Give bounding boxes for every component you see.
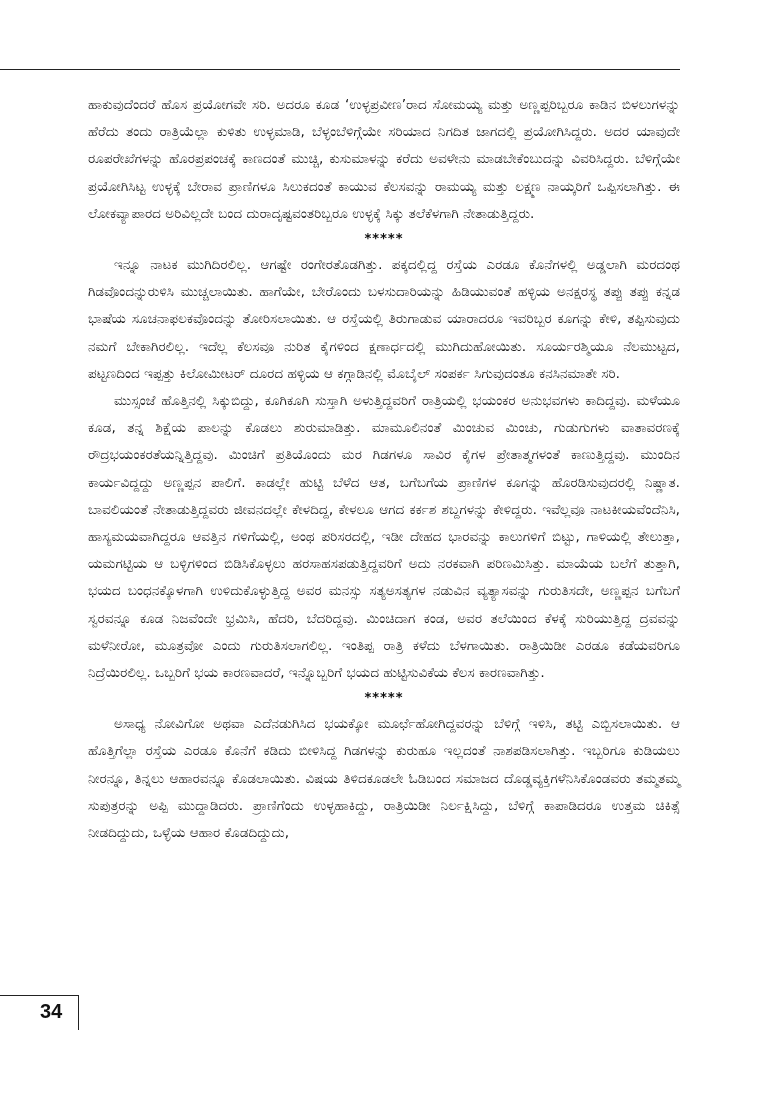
footer-rule xyxy=(0,995,78,996)
paragraph-2: ಇನ್ನೂ ನಾಟಕ ಮುಗಿದಿರಲಿಲ್ಲ. ಆಗಷ್ಟೇ ರಂಗೇರತೊಡಗಿತ್ತು. ಪಕ್ಕದಲ್ಲಿದ್ದ ರಸ್ತೆಯ ಎರಡೂ ಕೊನೆಗಳಲ್ಲಿ ಅಡ್ಡಲಾಗಿ ಮರದಂಥ ಗಿಡವೊಂದನ್ನುರುಳಿಸಿ ಮುಚ್ಚಲಾಯಿತು. ಹಾಗೆಯೇ, ಬೇರೊಂದು ಬಳಸುದಾರಿಯನ್ನು ಹಿಡಿಯುವಂತೆ ಹಳ್ಳಿಯ ಅನಕ್ಷರಸ್ಥ ತಪ್ಪು ತಪ್ಪು ಕನ್ನಡ ಭಾಷೆಯ ಸೂಚನಾಫಲಕವೊಂದನ್ನು ತೋರಿಸಲಾಯಿತು. ಆ ರಸ್ತೆಯಲ್ಲಿ ತಿರುಗಾಡುವ ಯಾರಾದರೂ ಇವರಿಬ್ಬರ ಕೂಗನ್ನು ಕೇಳಿ, ತಪ್ಪಿಸುವುದು ನಮಗೆ ಬೇಕಾಗಿರಲಿಲ್ಲ. ಇದೆಲ್ಲ ಕೆಲಸವೂ ನುರಿತ ಕೈಗಳಿಂದ ಕ್ಷಣಾರ್ಧದಲ್ಲಿ ಮುಗಿದುಹೋಯಿತು. ಸೂರ್ಯರಶ್ಮಿಯೂ ನೆಲಮುಟ್ಟದ, ಪಟ್ಟಣದಿಂದ ಇಪ್ಪತ್ತು ಕಿಲೋಮೀಟರ್ ದೂರದ ಹಳ್ಳಿಯ ಆ ಕಗ್ಗಾಡಿನಲ್ಲಿ ಮೊಬೈಲ್ ಸಂಪರ್ಕ ಸಿಗುವುದಂತೂ ಕನಸಿನಮಾತೇ ಸರಿ. xyxy=(88,257,680,382)
page-number: 34 xyxy=(40,1001,63,1023)
page-body xyxy=(88,92,680,847)
footer-divider xyxy=(78,995,79,1030)
paragraph-1: ಹಾಕುವುದೆಂದರೆ ಹೊಸ ಪ್ರಯೋಗವೇ ಸರಿ. ಅದರೂ ಕೂಡ ‘ಉಳ್ಳಪ್ರವೀಣ’ರಾದ ಸೋಮಯ್ಯ ಮತ್ತು ಅಣ್ಣಪ್ಪರಿಬ್ಬರೂ ಕಾಡಿನ ಬಿಳಲುಗಳನ್ನು ಹೆರೆದು ತಂದು ರಾತ್ರಿಯೆಲ್ಲಾ ಕುಳಿತು ಉಳ್ಳಮಾಡಿ, ಬೆಳ್ಳಂಬೆಳಿಗ್ಗೆಯೇ ಸರಿಯಾದ ನಿಗದಿತ ಜಾಗದಲ್ಲಿ ಪ್ರಯೋಗಿಸಿದ್ದರು. ಅದರ ಯಾವುದೇ ರೂಪರೇಖೆಗಳನ್ನು ಹೊರಪ್ರಪಂಚಕ್ಕೆ ಕಾಣದಂತೆ ಮುಚ್ಚಿ, ಕುಸುಮಾಳನ್ನು ಕರೆದು ಅವಳೇನು ಮಾಡಬೇಕೆಂಬುದನ್ನು ವಿವರಿಸಿದ್ದರು. ಬೆಳಿಗ್ಗೆಯೇ ಪ್ರಯೋಗಿಸಿಟ್ಟ ಉಳ್ಳಕ್ಕೆ ಬೇರಾವ ಪ್ರಾಣಿಗಳೂ ಸಿಲುಕದಂತೆ ಕಾಯುವ ಕೆಲಸವನ್ನು ರಾಮಯ್ಯ ಮತ್ತು ಲಕ್ಷ್ಮಣ ನಾಯ್ಕರಿಗೆ ಒಪ್ಪಿಸಲಾಗಿತ್ತು. ಈ ಲೋಕವ್ಯಾಪಾರದ ಅರಿವಿಲ್ಲದೇ ಬಂದ ದುರಾದೃಷ್ಟವಂತರಿಬ್ಬರೂ ಉಳ್ಳಕ್ಕೆ ಸಿಕ್ಕು ತಲೆಕೆಳಗಾಗಿ ನೇತಾಡುತ್ತಿದ್ದರು. xyxy=(88,97,680,222)
top-rule xyxy=(0,69,680,70)
section-separator-2: ***** xyxy=(364,691,404,707)
paragraph-3: ಮುಸ್ಸಂಜೆ ಹೊತ್ತಿನಲ್ಲಿ ಸಿಕ್ಕುಬಿದ್ದು, ಕೂಗಿಕೂಗಿ ಸುಸ್ತಾಗಿ ಅಳುತ್ತಿದ್ದವರಿಗೆ ರಾತ್ರಿಯಲ್ಲಿ ಭಯಂಕರ ಅನುಭವಗಳು ಕಾದಿದ್ದವು. ಮಳೆಯೂ ಕೂಡ, ತನ್ನ ಶಿಕ್ಷೆಯ ಪಾಲನ್ನು ಕೊಡಲು ಶುರುಮಾಡಿತ್ತು. ಮಾಮೂಲಿನಂತೆ ಮಿಂಚುವ ಮಿಂಚು, ಗುಡುಗುಗಳು ವಾತಾವರಣಕ್ಕೆ ರೌದ್ರಭಯಂಕರತೆಯನ್ನಿತ್ತಿದ್ದವು. ಮಿಂಚಿಗೆ ಪ್ರತಿಯೊಂದು ಮರ ಗಿಡಗಳೂ ಸಾವಿರ ಕೈಗಳ ಪ್ರೇತಾತ್ಮಗಳಂತೆ ಕಾಣುತ್ತಿದ್ದವು. ಮುಂದಿನ ಕಾರ್ಯವಿದ್ದದ್ದು ಅಣ್ಣಪ್ಪನ ಪಾಲಿಗೆ. ಕಾಡಲ್ಲೇ ಹುಟ್ಟಿ ಬೆಳೆದ ಆತ, ಬಗೆಬಗೆಯ ಪ್ರಾಣಿಗಳ ಕೂಗನ್ನು ಹೊರಡಿಸುವುದರಲ್ಲಿ ನಿಷ್ಣಾತ. ಬಾವಲಿಯಂತೆ ನೇತಾಡುತ್ತಿದ್ದವರು ಜೀವನದಲ್ಲೇ ಕೇಳದಿದ್ದ, ಕೇಳಲೂ ಆಗದ ಕರ್ಕಶ ಶಬ್ದಗಳನ್ನು ಕೇಳಿದ್ದರು. ಇವೆಲ್ಲವೂ ನಾಟಕೀಯವೆಂದೆನಿಸಿ, ಹಾಸ್ಯಮಯವಾಗಿದ್ದರೂ ಆವತ್ತಿನ ಗಳಿಗೆಯಲ್ಲಿ, ಅಂಥ ಪರಿಸರದಲ್ಲಿ, ಇಡೀ ದೇಹದ ಭಾರವನ್ನು ಕಾಲುಗಳಿಗೆ ಬಿಟ್ಟು, ಗಾಳಿಯಲ್ಲಿ ತೇಲುತ್ತಾ, ಯಮಗಟ್ಟಿಯ ಆ ಬಳ್ಳಿಗಳಿಂದ ಬಿಡಿಸಿಕೊಳ್ಳಲು ಹರಸಾಹಸಪಡುತ್ತಿದ್ದವರಿಗೆ ಅದು ನರಕವಾಗಿ ಪರಿಣಮಿಸಿತ್ತು. ಮಾಯೆಯ ಬಲೆಗೆ ತುತ್ತಾಗಿ, ಭಯದ ಬಂಧನಕ್ಕೊಳಗಾಗಿ ಉಳಿದುಕೊಳ್ಳುತ್ತಿದ್ದ ಅವರ ಮನಸ್ಸು ಸತ್ಯಅಸತ್ಯಗಳ ನಡುವಿನ ವ್ಯತ್ಯಾಸವನ್ನು ಗುರುತಿಸದೇ, ಅಣ್ಣಪ್ಪನ ಬಗೆಬಗೆ ಸ್ವರವನ್ನೂ ಕೂಡ ನಿಜವೆಂದೇ ಭ್ರಮಿಸಿ, ಹೆದರಿ, ಬೆದರಿದ್ದವು. ಮಿಂಚಿದಾಗ ಕಂಡ, ಅವರ ತಲೆಯಿಂದ ಕೆಳಕ್ಕೆ ಸುರಿಯುತ್ತಿದ್ದ ದ್ರವವನ್ನು ಮಳೆನೀರೋ, ಮೂತ್ರವೋ ಎಂದು ಗುರುತಿಸಲಾಗಲಿಲ್ಲ. ಇಂತಿಪ್ಪ ರಾತ್ರಿ ಕಳೆದು ಬೆಳಗಾಯಿತು. ರಾತ್ರಿಯಿಡೀ ಎರಡೂ ಕಡೆಯವರಿಗೂ ನಿದ್ರೆಯಿರಲಿಲ್ಲ. ಒಬ್ಬರಿಗೆ ಭಯ ಕಾರಣವಾದರೆ, ಇನ್ನೊಬ್ಬರಿಗೆ ಭಯದ ಹುಟ್ಟಿಸುವಿಕೆಯ ಕೆಲಸ ಕಾರಣವಾಗಿತ್ತು. xyxy=(88,393,680,682)
paragraph-4: ಅಸಾಧ್ಯ ನೋವಿಗೋ ಅಥವಾ ಎದೆನಡುಗಿಸಿದ ಭಯಕ್ಕೋ ಮೂರ್ಛೆಹೋಗಿದ್ದವರನ್ನು ಬೆಳಿಗ್ಗೆ ಇಳಿಸಿ, ತಟ್ಟಿ ಎಬ್ಬಿಸಲಾಯಿತು. ಆ ಹೊತ್ತಿಗೆಲ್ಲಾ ರಸ್ತೆಯ ಎರಡೂ ಕೊನೆಗೆ ಕಡಿದು ಬೀಳಿಸಿದ್ದ ಗಿಡಗಳನ್ನು ಕುರುಹೂ ಇಲ್ಲದಂತೆ ನಾಶಪಡಿಸಲಾಗಿತ್ತು. ಇಬ್ಬರಿಗೂ ಕುಡಿಯಲು ನೀರನ್ನೂ, ತಿನ್ನಲು ಆಹಾರವನ್ನೂ ಕೊಡಲಾಯಿತು. ವಿಷಯ ತಿಳಿದಕೂಡಲೇ ಓಡಿಬಂದ ಸಮಾಜದ ದೊಡ್ಡವ್ಯಕ್ತಿಗಳೆನಿಸಿಕೊಂಡವರು ತಮ್ಮತಮ್ಮ ಸುಪುತ್ರರನ್ನು ಅಪ್ಪಿ ಮುದ್ದಾಡಿದರು. ಪ್ರಾಣಿಗೆಂದು ಉಳ್ಳಹಾಕಿದ್ದು, ರಾತ್ರಿಯಿಡೀ ನಿರ್ಲಕ್ಷಿಸಿದ್ದು, ಬೆಳಿಗ್ಗೆ ಕಾಪಾಡಿದರೂ ಉತ್ತಮ ಚಿಕಿತ್ಸೆ ನೀಡದಿದ್ದುದು, ಒಳ್ಳೆಯ ಆಹಾರ ಕೊಡದಿದ್ದುದು, xyxy=(88,716,680,842)
section-separator-1: ***** xyxy=(364,232,404,248)
